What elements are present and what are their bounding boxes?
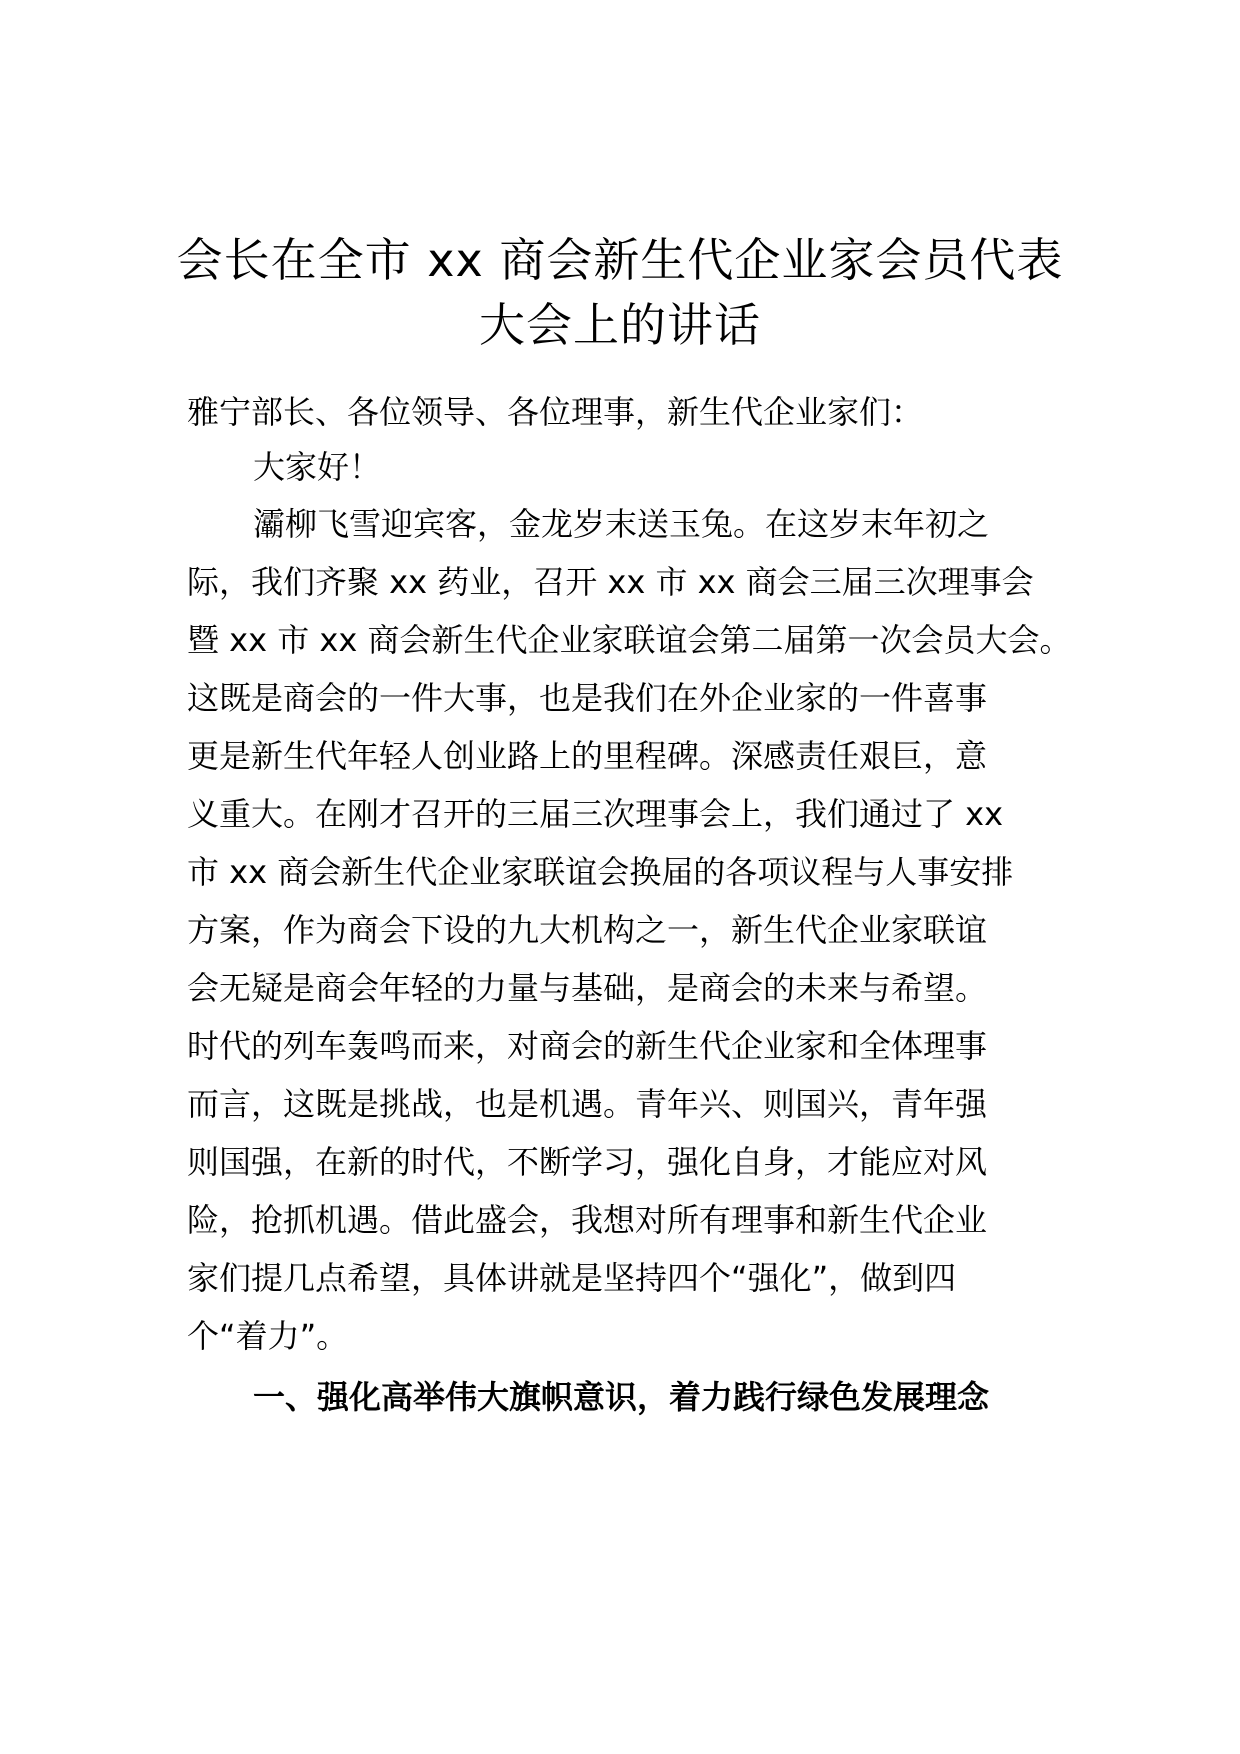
salutation: 雅宁部长、各位领导、各位理事，新生代企业家们： [187, 393, 924, 431]
paragraph-line: 而言，这既是挑战，也是机遇。青年兴、则国兴，青年强 [187, 1085, 988, 1123]
document-title-line-1: 会长在全市 xx 商会新生代企业家会员代表 [176, 233, 1064, 287]
paragraph-line: 义重大。在刚才召开的三届三次理事会上，我们通过了 xx [187, 795, 1004, 833]
greeting: 大家好！ [253, 448, 382, 486]
document-title-line-2: 大会上的讲话 [479, 298, 761, 352]
paragraph-line: 险，抢抓机遇。借此盛会，我想对所有理事和新生代企业 [187, 1201, 988, 1239]
paragraph-line: 时代的列车轰鸣而来，对商会的新生代企业家和全体理事 [187, 1027, 988, 1065]
paragraph-line: 家们提几点希望，具体讲就是坚持四个“强化”，做到四 [187, 1259, 957, 1297]
section-heading: 一、强化高举伟大旗帜意识，着力践行绿色发展理念 [253, 1378, 990, 1416]
paragraph-line: 际，我们齐聚 xx 药业，召开 xx 市 xx 商会三届三次理事会 [187, 563, 1034, 601]
paragraph-line: 灞柳飞雪迎宾客，金龙岁末送玉兔。在这岁末年初之 [253, 505, 990, 543]
paragraph-line: 方案，作为商会下设的九大机构之一，新生代企业家联谊 [187, 911, 988, 949]
paragraph-line: 个“着力”。 [187, 1317, 349, 1355]
paragraph-line: 这既是商会的一件大事，也是我们在外企业家的一件喜事 [187, 679, 988, 717]
paragraph-line: 市 xx 商会新生代企业家联谊会换届的各项议程与人事安排 [187, 853, 1014, 891]
paragraph-line: 更是新生代年轻人创业路上的里程碑。深感责任艰巨，意 [187, 737, 988, 775]
paragraph-line: 则国强，在新的时代，不断学习，强化自身，才能应对风 [187, 1143, 988, 1181]
paragraph-line: 暨 xx 市 xx 商会新生代企业家联谊会第二届第一次会员大会。 [187, 621, 1072, 659]
paragraph-line: 会无疑是商会年轻的力量与基础，是商会的未来与希望。 [187, 969, 988, 1007]
